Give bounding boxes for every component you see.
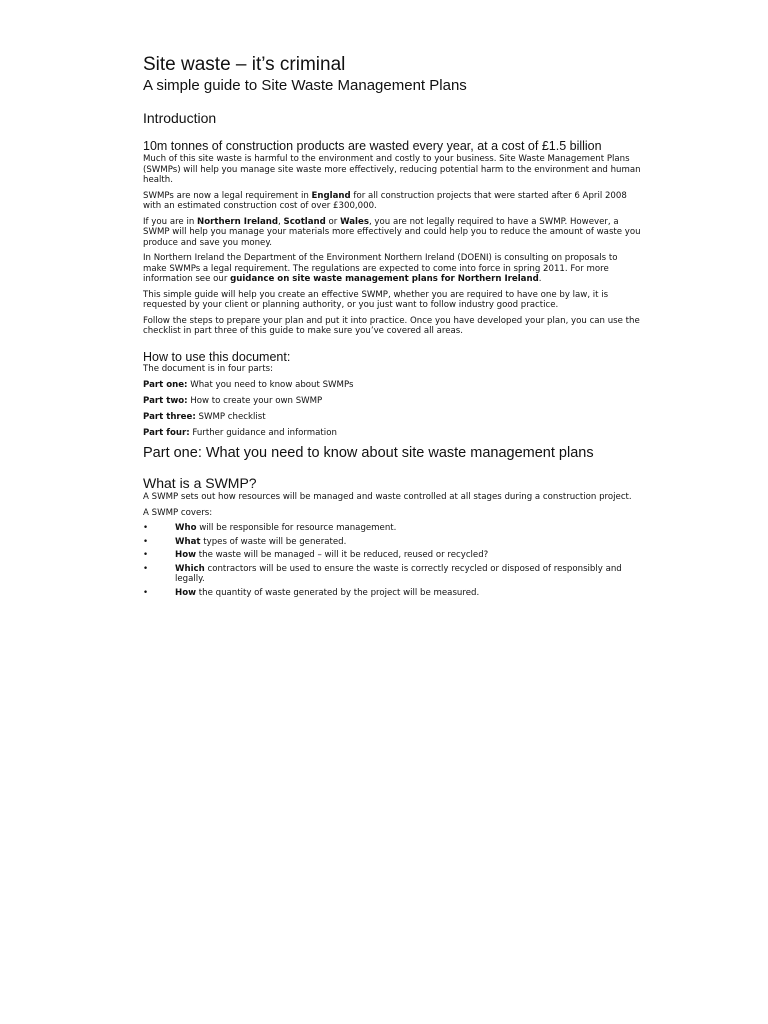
text-run: for all construction projects that were started after 6 April 2008 with an estimated construction cost of over £300,000.	[143, 190, 627, 211]
bullet-icon: •	[143, 536, 149, 547]
part-item	[143, 396, 643, 407]
bullet-icon: •	[143, 563, 149, 574]
text-run: ,	[278, 216, 284, 227]
bullet-text: contractors will be used to ensure the waste is correctly recycled or disposed of responsibly and legally.	[175, 563, 622, 584]
what-is-swmp-text: A SWMP sets out how resources will be managed and waste controlled at all stages during a construction project.	[143, 492, 632, 502]
bullet-bold: Which	[175, 563, 205, 574]
how-to-use-intro: The document is in four parts:	[143, 363, 273, 374]
document-subtitle: A simple guide to Site Waste Management Plans	[143, 77, 467, 94]
part-label: Part one:	[143, 379, 188, 390]
bullet-bold: Who	[175, 523, 197, 533]
what-is-swmp-heading: What is a SWMP?	[143, 475, 257, 491]
part-item	[143, 412, 643, 423]
text-run: .	[538, 274, 542, 284]
paragraph-1: Much of this site waste is harmful to the environment and costly to your business. Site Waste Management Plans (SWMPs) will help you manage site waste more effectively, reducing potential harm to the environment and human health.	[143, 154, 641, 185]
document-title: Site waste – it’s criminal	[143, 54, 346, 75]
how-to-use-heading: How to use this document:	[143, 349, 291, 364]
text-run: If you are in	[143, 216, 198, 227]
text-run: SWMPs are now a legal requirement in	[143, 190, 312, 201]
bullet-text: will be responsible for resource management.	[196, 523, 397, 533]
bullet-bold: What	[175, 536, 201, 547]
part-text: How to create your own SWMP	[187, 395, 323, 406]
list-item	[143, 523, 643, 534]
bold-england: England	[311, 190, 351, 201]
bold-scotland: Scotland	[283, 216, 326, 227]
part-item	[143, 380, 643, 391]
bullet-icon: •	[143, 587, 149, 598]
bullet-text: the waste will be managed – will it be reduced, reused or recycled?	[196, 550, 489, 560]
bullet-bold: How	[175, 550, 197, 560]
guidance-link[interactable]: guidance on site waste management plans for Northern Ireland	[230, 274, 539, 284]
list-item	[143, 537, 643, 548]
bold-wales: Wales	[340, 216, 369, 227]
bullet-bold: How	[175, 587, 197, 598]
part-text: What you need to know about SWMPs	[187, 379, 354, 390]
part-label: Part four:	[143, 427, 190, 438]
paragraph-3	[143, 217, 643, 249]
part-one-heading: Part one: What you need to know about site waste management plans	[143, 445, 594, 461]
part-text: Further guidance and information	[189, 427, 337, 438]
text-run: In Northern Ireland the Department of the Environment Northern Ireland (DOENI) is consulting on proposals to make SWMPs a legal requirement. The regulations are expected to come into force in spring 2011. For more information see our	[143, 253, 618, 284]
text-run: , you are not legally required to have a SWMP. However, a SWMP will help you manage your materials more effectively and could help you to reduce the amount of waste you produce and save you money.	[143, 216, 641, 248]
bullet-icon: •	[143, 523, 149, 533]
list-item	[143, 588, 643, 599]
part-item	[143, 428, 643, 439]
document-content	[143, 54, 643, 601]
swmp-covers-list	[143, 523, 643, 598]
lead-statement: 10m tonnes of construction products are wasted every year, at a cost of £1.5 billion	[143, 139, 602, 153]
part-label: Part two:	[143, 395, 188, 406]
swmp-covers-label: A SWMP covers:	[143, 507, 213, 518]
bullet-text: types of waste will be generated.	[200, 536, 347, 547]
list-item	[143, 550, 643, 561]
text-run: or	[325, 216, 341, 227]
list-item	[143, 564, 643, 585]
paragraph-4	[143, 253, 643, 285]
paragraph-6: Follow the steps to prepare your plan and put it into practice. Once you have developed your plan, you can use the checklist in part three of this guide to make sure you’ve covered all areas.	[143, 315, 640, 336]
paragraph-5: This simple guide will help you create an effective SWMP, whether you are required to have one by law, it is requested by your client or planning authority, or you just want to follow industry good practice.	[143, 289, 609, 310]
part-text: SWMP checklist	[195, 411, 266, 422]
part-label: Part three:	[143, 411, 196, 422]
bullet-text: the quantity of waste generated by the project will be measured.	[196, 587, 480, 598]
paragraph-2	[143, 191, 643, 212]
bullet-icon: •	[143, 550, 149, 560]
bold-northern-ireland: Northern Ireland	[197, 216, 279, 227]
introduction-heading: Introduction	[143, 110, 217, 126]
